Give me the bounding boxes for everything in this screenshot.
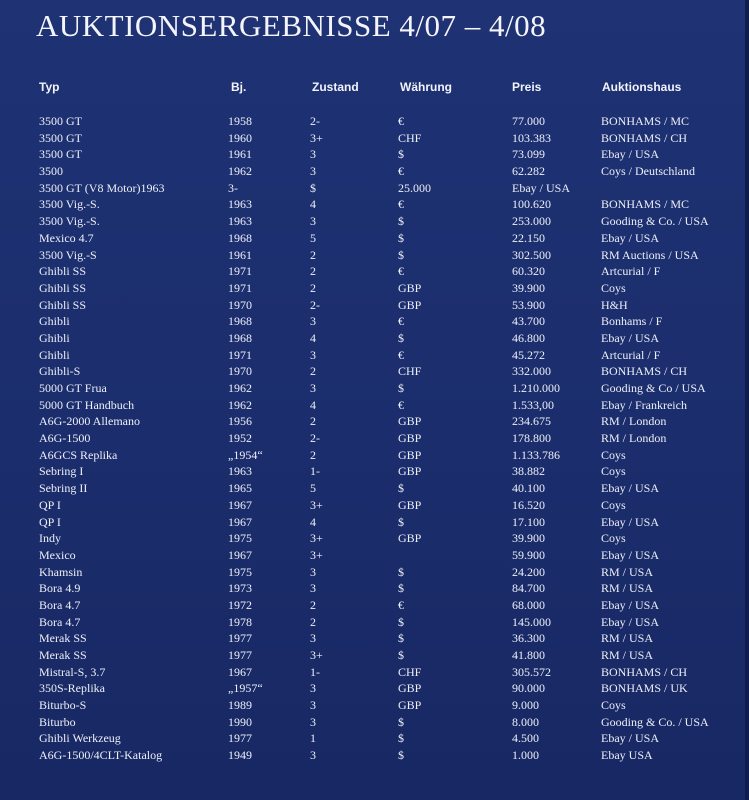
cell-preis: 8.000 <box>512 714 539 729</box>
cell-preis: 68.000 <box>512 597 545 612</box>
cell-waehrung: $ <box>398 614 404 629</box>
cell-waehrung: $ <box>398 230 404 245</box>
cell-bj: 1961 <box>228 247 252 262</box>
cell-preis: 178.800 <box>512 431 551 446</box>
cell-bj: 1975 <box>228 564 252 579</box>
cell-auktionshaus: Ebay / USA <box>601 547 659 562</box>
cell-auktionshaus: Gooding & Co. / USA <box>601 214 709 229</box>
cell-waehrung: $ <box>398 581 404 596</box>
cell-bj: 1967 <box>228 664 252 679</box>
cell-waehrung: CHF <box>398 364 422 379</box>
cell-auktionshaus: H&H <box>601 297 628 312</box>
cell-zustand: 3 <box>310 147 316 162</box>
cell-waehrung: $ <box>398 481 404 496</box>
cell-typ: Indy <box>39 531 61 546</box>
cell-typ: Ghibli-S <box>39 364 81 379</box>
table-row <box>0 547 749 564</box>
table-row <box>0 580 749 597</box>
cell-preis: 17.100 <box>512 514 545 529</box>
header-zustand: Zustand <box>312 80 359 94</box>
cell-typ: Ghibli <box>39 314 70 329</box>
cell-bj: 1990 <box>228 714 252 729</box>
table-row <box>0 330 749 347</box>
cell-typ: 3500 GT (V8 Motor)1963 <box>39 180 165 195</box>
cell-typ: QP I <box>39 514 61 529</box>
header-bj: Bj. <box>231 80 247 94</box>
cell-preis: 90.000 <box>512 681 545 696</box>
cell-preis: 9.000 <box>512 698 539 713</box>
cell-auktionshaus: Bonhams / F <box>601 314 663 329</box>
table-row <box>0 146 749 163</box>
cell-preis: 305.572 <box>512 664 551 679</box>
cell-bj: 1975 <box>228 531 252 546</box>
cell-auktionshaus: Coys <box>601 464 626 479</box>
cell-auktionshaus: Coys <box>601 698 626 713</box>
cell-zustand: 1- <box>310 464 320 479</box>
cell-bj: 1977 <box>228 648 252 662</box>
cell-auktionshaus: Ebay / USA <box>601 614 659 629</box>
cell-waehrung: GBP <box>398 531 422 546</box>
cell-bj: 1949 <box>228 748 252 763</box>
cell-zustand: 2- <box>310 114 320 128</box>
table-row <box>0 564 749 581</box>
cell-zustand: 4 <box>310 514 316 529</box>
cell-waehrung: $ <box>310 180 316 195</box>
cell-preis: 1.000 <box>512 748 539 763</box>
cell-preis: 38.882 <box>512 464 545 479</box>
cell-typ: Ghibli <box>39 347 70 362</box>
cell-typ: Sebring I <box>39 464 84 479</box>
table-row <box>0 180 749 197</box>
cell-bj: 1963 <box>228 464 252 479</box>
cell-typ: Mistral-S, 3.7 <box>39 664 106 679</box>
cell-auktionshaus: Coys <box>601 447 626 462</box>
cell-preis: 145.000 <box>512 614 551 629</box>
cell-preis: 39.900 <box>512 531 545 546</box>
cell-auktionshaus: Ebay / Frankreich <box>601 397 687 412</box>
cell-bj: 1961 <box>228 147 252 162</box>
cell-zustand: 3 <box>310 698 316 713</box>
cell-waehrung: GBP <box>398 497 422 512</box>
table-row <box>0 263 749 280</box>
table-row <box>0 430 749 447</box>
cell-typ: Khamsin <box>39 564 83 579</box>
cell-waehrung: GBP <box>398 447 422 462</box>
cell-typ: Mexico 4.7 <box>39 230 94 245</box>
cell-typ: Merak SS <box>39 631 87 646</box>
cell-zustand: 3+ <box>310 547 323 562</box>
cell-auktionshaus: Ebay / USA <box>601 597 659 612</box>
table-row <box>0 230 749 247</box>
cell-waehrung: $ <box>398 147 404 162</box>
cell-zustand: 2- <box>310 297 320 312</box>
cell-zustand: 2 <box>310 264 316 279</box>
cell-waehrung: GBP <box>398 464 422 479</box>
cell-preis: 100.620 <box>512 197 551 212</box>
table-row <box>0 463 749 480</box>
cell-bj: 1962 <box>228 397 252 412</box>
cell-preis: 41.800 <box>512 648 545 662</box>
cell-preis: 234.675 <box>512 414 551 429</box>
cell-waehrung: € <box>398 314 404 329</box>
cell-waehrung: GBP <box>398 431 422 446</box>
cell-bj: 1977 <box>228 731 252 746</box>
cell-preis: 40.100 <box>512 481 545 496</box>
cell-zustand: 5 <box>310 230 316 245</box>
cell-zustand: 2 <box>310 247 316 262</box>
cell-bj: 1978 <box>228 614 252 629</box>
cell-preis: 1.210.000 <box>512 381 560 395</box>
cell-bj: 1972 <box>228 597 252 612</box>
cell-bj: 1973 <box>228 581 252 596</box>
cell-auktionshaus: BONHAMS / UK <box>601 681 688 696</box>
cell-typ: Sebring II <box>39 481 88 496</box>
page-title: AUKTIONSERGEBNISSE 4/07 – 4/08 <box>36 8 547 43</box>
cell-waehrung: $ <box>398 631 404 646</box>
table-row <box>0 313 749 330</box>
cell-waehrung: GBP <box>398 681 422 696</box>
cell-zustand: 2 <box>310 280 316 295</box>
cell-preis: 4.500 <box>512 731 539 746</box>
cell-preis: 59.900 <box>512 547 545 562</box>
cell-auktionshaus: Coys / Deutschland <box>601 164 695 179</box>
cell-preis: 103.383 <box>512 130 551 145</box>
cell-waehrung: $ <box>398 714 404 729</box>
cell-typ: 3500 Vig.-S. <box>39 197 100 212</box>
cell-zustand: 2 <box>310 597 316 612</box>
cell-zustand: 3 <box>310 631 316 646</box>
table-row <box>0 447 749 464</box>
table-row <box>0 480 749 497</box>
cell-preis: 36.300 <box>512 631 545 646</box>
table-row <box>0 163 749 180</box>
cell-preis: 77.000 <box>512 114 545 128</box>
table-row <box>0 363 749 380</box>
cell-waehrung: € <box>398 114 404 128</box>
cell-preis: 22.150 <box>512 230 545 245</box>
cell-auktionshaus: Ebay / USA <box>512 180 570 195</box>
cell-bj: 1967 <box>228 547 252 562</box>
cell-typ: 3500 GT <box>39 147 82 162</box>
cell-zustand: 3 <box>310 681 316 696</box>
cell-waehrung: CHF <box>398 664 422 679</box>
cell-auktionshaus: RM / USA <box>601 631 654 646</box>
cell-auktionshaus: BONHAMS / CH <box>601 130 688 145</box>
cell-typ: 5000 GT Frua <box>39 381 107 395</box>
cell-waehrung: $ <box>398 731 404 746</box>
cell-typ: 3500 Vig.-S <box>39 247 97 262</box>
cell-bj: 1970 <box>228 297 252 312</box>
cell-typ: 5000 GT Handbuch <box>39 397 135 412</box>
cell-preis: 46.800 <box>512 330 545 345</box>
cell-bj: 1962 <box>228 164 252 179</box>
cell-waehrung: € <box>398 597 404 612</box>
cell-zustand: 3 <box>310 214 316 229</box>
table-row <box>0 397 749 414</box>
table-row <box>0 213 749 230</box>
table-row <box>0 714 749 731</box>
cell-bj: 1971 <box>228 264 252 279</box>
cell-typ: Ghibli SS <box>39 280 87 295</box>
cell-preis: 25.000 <box>398 180 431 195</box>
cell-bj: 1968 <box>228 330 252 345</box>
cell-typ: 3500 <box>39 164 63 179</box>
table-row <box>0 497 749 514</box>
cell-waehrung: $ <box>398 514 404 529</box>
cell-zustand: 1 <box>310 731 316 746</box>
cell-waehrung: $ <box>398 648 404 662</box>
cell-typ: Ghibli <box>39 330 70 345</box>
cell-zustand: 3 <box>310 164 316 179</box>
cell-preis: 1.133.786 <box>512 447 560 462</box>
cell-preis: 24.200 <box>512 564 545 579</box>
header-waehrung: Währung <box>400 80 452 94</box>
cell-zustand: 2 <box>310 364 316 379</box>
cell-bj: 1960 <box>228 130 252 145</box>
table-row <box>0 664 749 681</box>
cell-typ: 350S-Replika <box>39 681 105 696</box>
cell-typ: Ghibli SS <box>39 264 87 279</box>
cell-waehrung: € <box>398 347 404 362</box>
table-row <box>0 647 749 664</box>
header-typ: Typ <box>39 80 60 94</box>
cell-zustand: 2 <box>310 447 316 462</box>
cell-auktionshaus: Gooding & Co. / USA <box>601 714 709 729</box>
cell-preis: 84.700 <box>512 581 545 596</box>
cell-auktionshaus: Ebay / USA <box>601 481 659 496</box>
results-table <box>0 113 749 764</box>
cell-zustand: 2 <box>310 414 316 429</box>
cell-preis: 45.272 <box>512 347 545 362</box>
table-row <box>0 280 749 297</box>
cell-bj: „1954“ <box>228 447 263 462</box>
cell-zustand: 4 <box>310 197 316 212</box>
table-row <box>0 380 749 397</box>
cell-typ: Bora 4.7 <box>39 597 81 612</box>
page-edge <box>745 0 749 800</box>
cell-typ: Ghibli SS <box>39 297 87 312</box>
cell-auktionshaus: Gooding & Co / USA <box>601 381 706 395</box>
cell-zustand: 3+ <box>310 648 323 662</box>
cell-typ: A6G-2000 Allemano <box>39 414 140 429</box>
cell-zustand: 3- <box>228 180 238 195</box>
cell-waehrung: GBP <box>398 280 422 295</box>
cell-bj: 1965 <box>228 481 252 496</box>
cell-bj: 1968 <box>228 230 252 245</box>
cell-typ: 3500 GT <box>39 114 82 128</box>
table-row <box>0 630 749 647</box>
cell-waehrung: $ <box>398 381 404 395</box>
cell-bj: 1963 <box>228 214 252 229</box>
cell-preis: 53.900 <box>512 297 545 312</box>
cell-preis: 62.282 <box>512 164 545 179</box>
cell-typ: Ghibli Werkzeug <box>39 731 121 746</box>
cell-waehrung: $ <box>398 214 404 229</box>
cell-typ: A6G-1500 <box>39 431 91 446</box>
table-row <box>0 680 749 697</box>
cell-bj: 1952 <box>228 431 252 446</box>
table-row <box>0 514 749 531</box>
cell-auktionshaus: BONHAMS / CH <box>601 364 688 379</box>
cell-typ: A6G-1500/4CLT-Katalog <box>39 748 163 763</box>
table-row <box>0 747 749 764</box>
cell-waehrung: $ <box>398 748 404 763</box>
table-row <box>0 347 749 364</box>
cell-auktionshaus: RM / London <box>601 431 667 446</box>
cell-waehrung: $ <box>398 564 404 579</box>
cell-bj: 1971 <box>228 280 252 295</box>
cell-typ: 3500 Vig.-S. <box>39 214 100 229</box>
cell-typ: Biturbo-S <box>39 698 87 713</box>
cell-auktionshaus: RM / USA <box>601 648 654 662</box>
cell-auktionshaus: RM Auctions / USA <box>601 247 699 262</box>
cell-bj: 1977 <box>228 631 252 646</box>
cell-waehrung: € <box>398 164 404 179</box>
header-preis: Preis <box>512 80 542 94</box>
cell-auktionshaus: BONHAMS / MC <box>601 197 690 212</box>
cell-auktionshaus: Ebay / USA <box>601 330 659 345</box>
table-row <box>0 297 749 314</box>
cell-auktionshaus: Artcurial / F <box>601 347 661 362</box>
cell-auktionshaus: Ebay / USA <box>601 230 659 245</box>
cell-preis: 73.099 <box>512 147 545 162</box>
cell-auktionshaus: Artcurial / F <box>601 264 661 279</box>
cell-zustand: 4 <box>310 330 316 345</box>
cell-waehrung: GBP <box>398 297 422 312</box>
cell-bj: 1971 <box>228 347 252 362</box>
cell-auktionshaus: RM / USA <box>601 564 654 579</box>
cell-zustand: 3+ <box>310 497 323 512</box>
cell-preis: 253.000 <box>512 214 551 229</box>
table-row <box>0 196 749 213</box>
table-row <box>0 697 749 714</box>
cell-bj: „1957“ <box>228 681 263 696</box>
cell-zustand: 3 <box>310 748 316 763</box>
cell-zustand: 3 <box>310 581 316 596</box>
cell-bj: 1956 <box>228 414 252 429</box>
cell-auktionshaus: Ebay / USA <box>601 147 659 162</box>
cell-auktionshaus: Ebay / USA <box>601 731 659 746</box>
cell-zustand: 3 <box>310 714 316 729</box>
table-row <box>0 413 749 430</box>
cell-auktionshaus: BONHAMS / CH <box>601 664 688 679</box>
cell-typ: Bora 4.9 <box>39 581 81 596</box>
cell-waehrung: CHF <box>398 130 422 145</box>
cell-typ: 3500 GT <box>39 130 82 145</box>
cell-zustand: 3 <box>310 314 316 329</box>
table-row <box>0 113 749 130</box>
cell-bj: 1963 <box>228 197 252 212</box>
cell-typ: Merak SS <box>39 648 87 662</box>
cell-zustand: 4 <box>310 397 316 412</box>
cell-waehrung: $ <box>398 247 404 262</box>
cell-auktionshaus: Ebay / USA <box>601 514 659 529</box>
cell-waehrung: GBP <box>398 698 422 713</box>
cell-zustand: 2 <box>310 614 316 629</box>
cell-zustand: 3 <box>310 347 316 362</box>
cell-zustand: 3+ <box>310 531 323 546</box>
cell-auktionshaus: Ebay USA <box>601 748 653 763</box>
table-row <box>0 247 749 264</box>
cell-zustand: 3+ <box>310 130 323 145</box>
cell-waehrung: € <box>398 197 404 212</box>
cell-waehrung: GBP <box>398 414 422 429</box>
cell-bj: 1967 <box>228 497 252 512</box>
table-header <box>0 80 749 98</box>
cell-bj: 1958 <box>228 114 252 128</box>
cell-zustand: 3 <box>310 564 316 579</box>
cell-typ: Mexico <box>39 547 76 562</box>
cell-zustand: 5 <box>310 481 316 496</box>
cell-typ: Bora 4.7 <box>39 614 81 629</box>
cell-auktionshaus: Coys <box>601 497 626 512</box>
table-row <box>0 730 749 747</box>
cell-auktionshaus: Coys <box>601 531 626 546</box>
cell-bj: 1970 <box>228 364 252 379</box>
cell-bj: 1968 <box>228 314 252 329</box>
cell-auktionshaus: RM / USA <box>601 581 654 596</box>
cell-bj: 1962 <box>228 381 252 395</box>
cell-zustand: 1- <box>310 664 320 679</box>
table-row <box>0 530 749 547</box>
table-row <box>0 614 749 631</box>
cell-waehrung: € <box>398 264 404 279</box>
cell-preis: 332.000 <box>512 364 551 379</box>
cell-auktionshaus: RM / London <box>601 414 667 429</box>
cell-typ: A6GCS Replika <box>39 447 118 462</box>
header-auktionshaus: Auktionshaus <box>602 80 682 94</box>
cell-preis: 1.533,00 <box>512 397 554 412</box>
cell-preis: 39.900 <box>512 280 545 295</box>
cell-waehrung: $ <box>398 330 404 345</box>
cell-auktionshaus: BONHAMS / MC <box>601 114 690 128</box>
cell-preis: 60.320 <box>512 264 545 279</box>
cell-preis: 302.500 <box>512 247 551 262</box>
cell-bj: 1967 <box>228 514 252 529</box>
cell-zustand: 2- <box>310 431 320 446</box>
table-row <box>0 597 749 614</box>
cell-bj: 1989 <box>228 698 252 713</box>
cell-typ: QP I <box>39 497 61 512</box>
cell-auktionshaus: Coys <box>601 280 626 295</box>
cell-zustand: 3 <box>310 381 316 395</box>
cell-preis: 43.700 <box>512 314 545 329</box>
cell-typ: Biturbo <box>39 714 76 729</box>
cell-waehrung: € <box>398 397 404 412</box>
cell-preis: 16.520 <box>512 497 545 512</box>
table-row <box>0 130 749 147</box>
